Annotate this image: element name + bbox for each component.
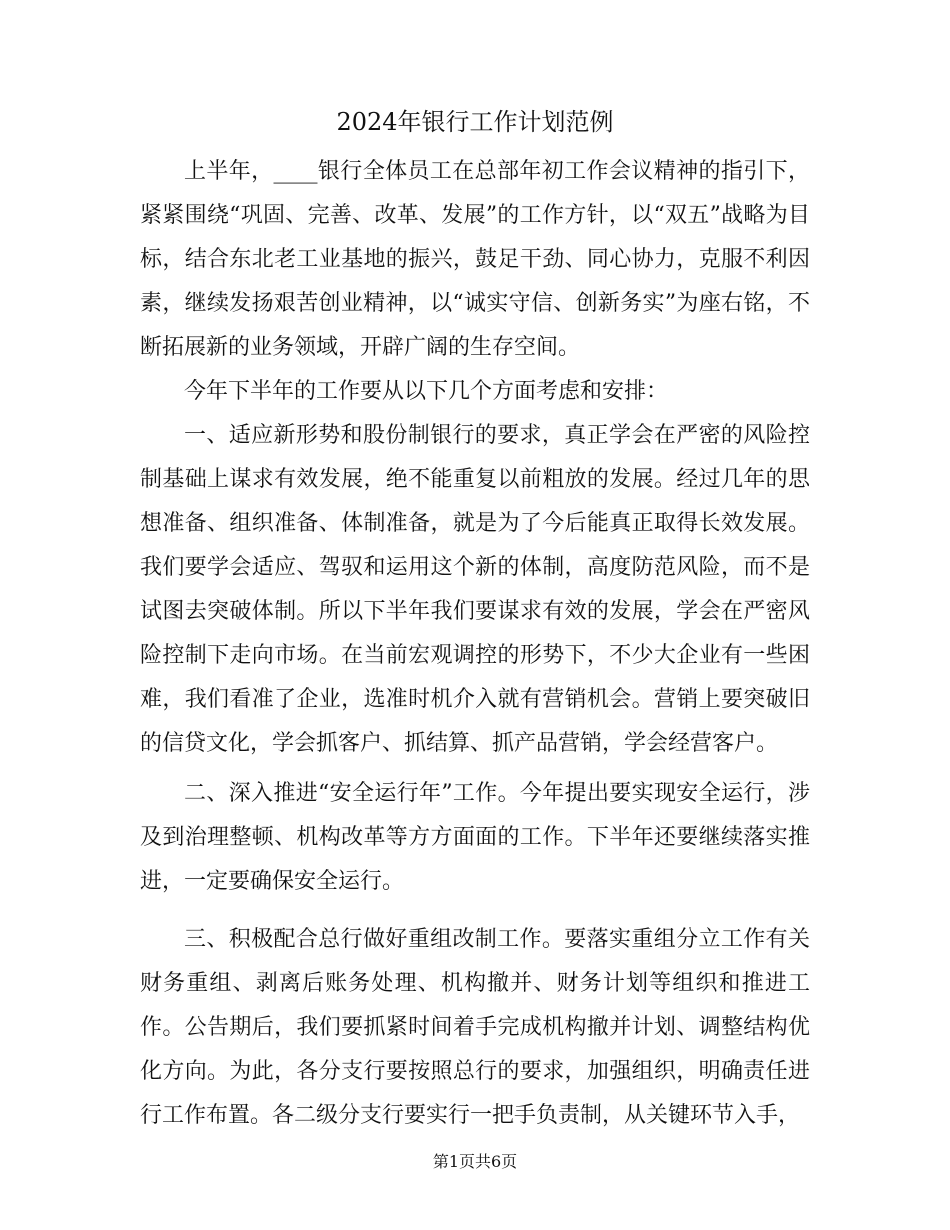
paragraph-intro: 上半年，____银行全体员工在总部年初工作会议精神的指引下，紧紧围绕“巩固、完善、改革、发展”的工作方针，以“双五”战略为目标，结合东北老工业基地的振兴，鼓足干劲、同心协力，克服不利因素，继续发扬艰苦创业精神，以“诚实守信、创新务实”为座右铭，不断拓展新的业务领域，开辟广阔的生存空间。 [140,159,810,360]
paragraph-point-2: 二、深入推进“安全运行年”工作。今年提出要实现安全运行，涉及到治理整顿、机构改革等方方面面的工作。下半年还要继续落实推进，一定要确保安全运行。 [140,781,810,894]
page-footer: 第1页共6页 [432,1152,518,1171]
paragraph-plan-lead: 今年下半年的工作要从以下几个方面考虑和安排： [184,379,669,404]
paragraph-point-3: 三、积极配合总行做好重组改制工作。要落实重组分立工作有关财务重组、剥离后账务处理、机构撤并、财务计划等组织和推进工作。公告期后，我们要抓紧时间着手完成机构撤并计划、调整结构优化方向。为此，各分支行要按照总行的要求，加强组织，明确责任进行工作布置。各二级分支行要实行一把手负责制，从关键环节入手， [140,927,810,1128]
document-body [140,150,810,1138]
document-title: 2024年银行工作计划范例 [336,108,614,136]
paragraph-point-1: 一、适应新形势和股份制银行的要求，真正学会在严密的风险控制基础上谋求有效发展，绝不能重复以前粗放的发展。经过几年的思想准备、组织准备、体制准备，就是为了今后能真正取得长效发展。我们要学会适应、驾驭和运用这个新的体制，高度防范风险，而不是试图去突破体制。所以下半年我们要谋求有效的发展，学会在严密风险控制下走向市场。在当前宏观调控的形势下，不少大企业有一些困难，我们看准了企业，选准时机介入就有营销机会。营销上要突破旧的信贷文化，学会抓客户、抓结算、抓产品营销，学会经营客户。 [140,423,810,756]
